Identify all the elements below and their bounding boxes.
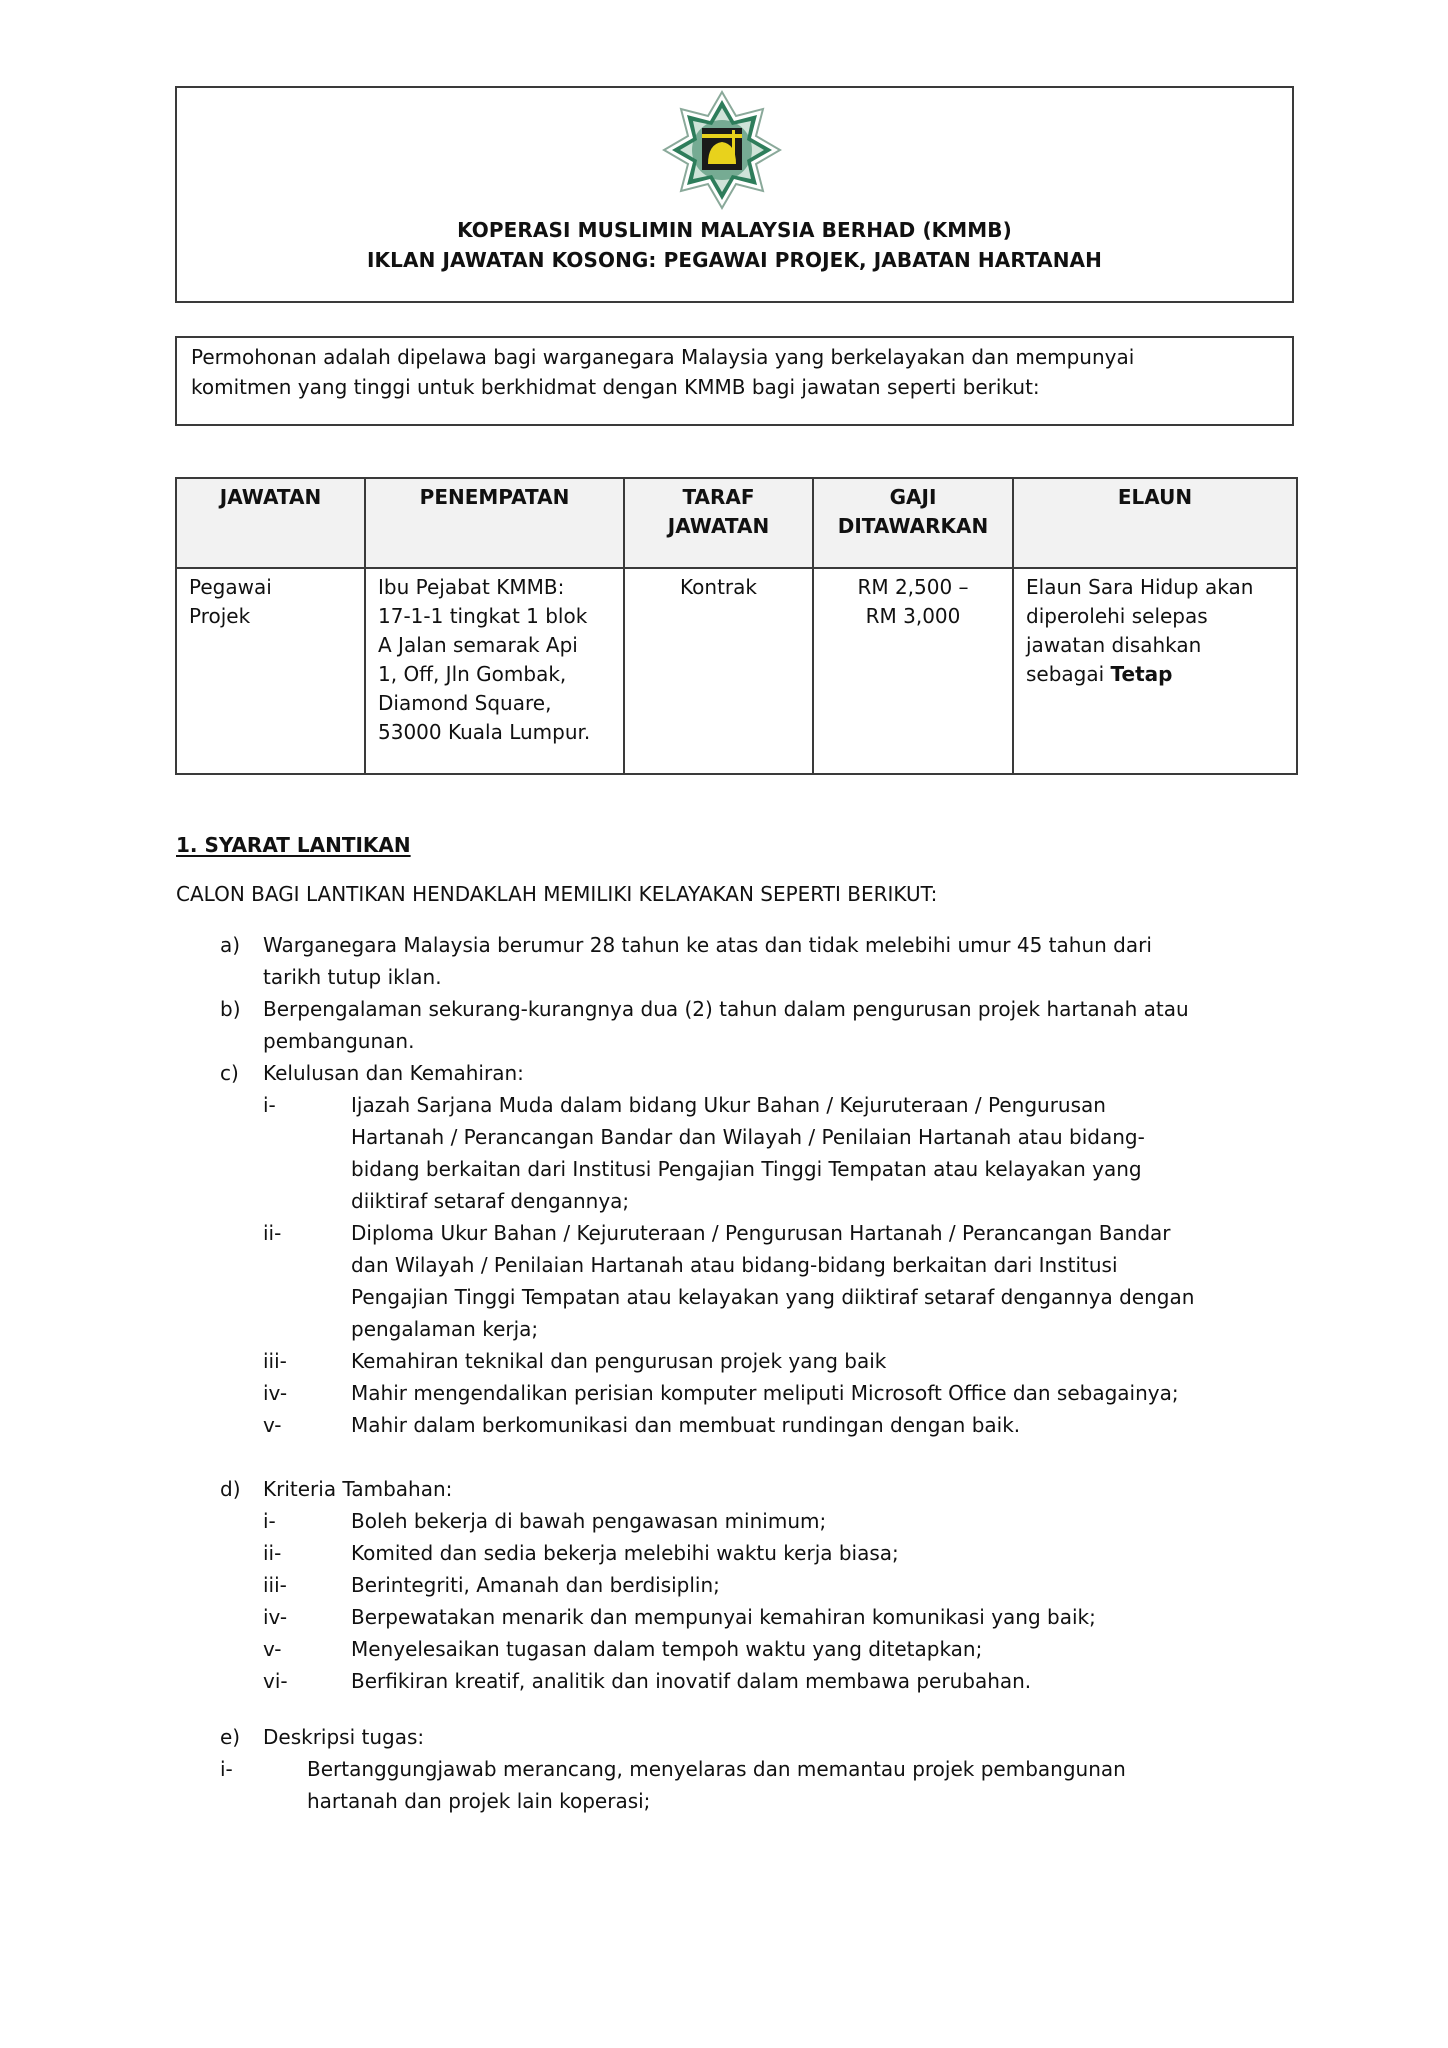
item-label: a) xyxy=(220,933,241,957)
list-item-text: Kelulusan dan Kemahiran: xyxy=(263,1061,524,1085)
sub-item-label: iii- xyxy=(263,1573,287,1597)
sub-item-text: diiktiraf setaraf dengannya; xyxy=(351,1189,630,1213)
item-label: c) xyxy=(220,1061,239,1085)
header-jawatan: JAWATAN xyxy=(176,478,365,568)
sub-item-text: Berfikiran kreatif, analitik dan inovatif dalam membawa perubahan. xyxy=(351,1669,1032,1693)
job-table xyxy=(175,477,1298,775)
sub-item-text: Diploma Ukur Bahan / Kejuruteraan / Pengurusan Hartanah / Perancangan Bandar xyxy=(351,1221,1171,1245)
sub-item-label: v- xyxy=(263,1637,282,1661)
sub-item-text: Ijazah Sarjana Muda dalam bidang Ukur Bahan / Kejuruteraan / Pengurusan xyxy=(351,1093,1106,1117)
intro-line: komitmen yang tinggi untuk berkhidmat dengan KMMB bagi jawatan seperti berikut: xyxy=(191,375,1040,399)
sub-item-text: bidang berkaitan dari Institusi Pengajian Tinggi Tempatan atau kelayakan yang xyxy=(351,1157,1142,1181)
organization-title: KOPERASI MUSLIMIN MALAYSIA BERHAD (KMMB) xyxy=(457,218,1012,242)
sub-item-text: Boleh bekerja di bawah pengawasan minimum; xyxy=(351,1509,827,1533)
cell-gaji: RM 2,500 – RM 3,000 xyxy=(813,568,1013,774)
sub-item-label: iv- xyxy=(263,1605,288,1629)
sub-item-label: iv- xyxy=(263,1381,288,1405)
sub-item-label: i- xyxy=(220,1757,233,1781)
list-item-text: Warganegara Malaysia berumur 28 tahun ke atas dan tidak melebihi umur 45 tahun dari xyxy=(263,933,1152,957)
sub-item-label: ii- xyxy=(263,1221,282,1245)
list-item-text: Berpengalaman sekurang-kurangnya dua (2) tahun dalam pengurusan projek hartanah atau xyxy=(263,997,1189,1021)
sub-item-text: Mahir mengendalikan perisian komputer meliputi Microsoft Office dan sebagainya; xyxy=(351,1381,1179,1405)
section-intro: CALON BAGI LANTIKAN HENDAKLAH MEMILIKI KELAYAKAN SEPERTI BERIKUT: xyxy=(176,882,938,906)
sub-item-text: Komited dan sedia bekerja melebihi waktu kerja biasa; xyxy=(351,1541,899,1565)
status-tetap: Tetap xyxy=(1110,662,1173,686)
sub-item-text: dan Wilayah / Penilaian Hartanah atau bidang-bidang berkaitan dari Institusi xyxy=(351,1253,1118,1277)
vacancy-title: IKLAN JAWATAN KOSONG: PEGAWAI PROJEK, JABATAN HARTANAH xyxy=(367,248,1102,272)
list-item-text: tarikh tutup iklan. xyxy=(263,965,442,989)
table-row xyxy=(176,568,1297,774)
cell-elaun: Elaun Sara Hidup akan diperolehi selepas jawatan disahkan sebagai Tetap xyxy=(1013,568,1297,774)
intro-line: Permohonan adalah dipelawa bagi warganegara Malaysia yang berkelayakan dan mempunyai xyxy=(191,345,1135,369)
sub-item-label: v- xyxy=(263,1413,282,1437)
sub-item-text: Pengajian Tinggi Tempatan atau kelayakan yang diiktiraf setaraf dengannya dengan xyxy=(351,1285,1195,1309)
list-item-text: Kriteria Tambahan: xyxy=(263,1477,453,1501)
header-penempatan: PENEMPATAN xyxy=(365,478,624,568)
sub-item-label: vi- xyxy=(263,1669,288,1693)
sub-item-text: pengalaman kerja; xyxy=(351,1317,539,1341)
cell-taraf: Kontrak xyxy=(624,568,813,774)
header-box xyxy=(175,86,1294,303)
sub-item-text: Berpewatakan menarik dan mempunyai kemahiran komunikasi yang baik; xyxy=(351,1605,1096,1629)
sub-item-label: iii- xyxy=(263,1349,287,1373)
cell-jawatan: Pegawai Projek xyxy=(176,568,365,774)
sub-item-text: Bertanggungjawab merancang, menyelaras dan memantau projek pembangunan xyxy=(307,1757,1126,1781)
sub-item-text: Menyelesaikan tugasan dalam tempoh waktu yang ditetapkan; xyxy=(351,1637,983,1661)
sub-item-text: Mahir dalam berkomunikasi dan membuat rundingan dengan baik. xyxy=(351,1413,1021,1437)
sub-item-label: i- xyxy=(263,1509,276,1533)
cell-penempatan: Ibu Pejabat KMMB: 17-1-1 tingkat 1 blok A Jalan semarak Api 1, Off, Jln Gombak, Diamond Square, 53000 Kuala Lumpur. xyxy=(365,568,624,774)
list-item-text: Deskripsi tugas: xyxy=(263,1725,425,1749)
header-taraf-jawatan: TARAF JAWATAN xyxy=(624,478,813,568)
sub-item-text: Hartanah / Perancangan Bandar dan Wilayah / Penilaian Hartanah atau bidang- xyxy=(351,1125,1145,1149)
sub-item-text: Berintegriti, Amanah dan berdisiplin; xyxy=(351,1573,720,1597)
sub-item-text: Kemahiran teknikal dan pengurusan projek yang baik xyxy=(351,1349,887,1373)
intro-box xyxy=(175,336,1294,426)
sub-item-label: ii- xyxy=(263,1541,282,1565)
sub-item-label: i- xyxy=(263,1093,276,1117)
intro-paragraph xyxy=(191,342,1271,402)
item-label: b) xyxy=(220,997,241,1021)
header-gaji-ditawarkan: GAJI DITAWARKAN xyxy=(813,478,1013,568)
table-header-row xyxy=(176,478,1297,568)
item-label: d) xyxy=(220,1477,241,1501)
kmmb-logo-icon xyxy=(642,90,802,210)
list-item-text: pembangunan. xyxy=(263,1029,415,1053)
header-elaun: ELAUN xyxy=(1013,478,1297,568)
sub-item-text: hartanah dan projek lain koperasi; xyxy=(307,1789,651,1813)
item-label: e) xyxy=(220,1725,241,1749)
section-title: 1. SYARAT LANTIKAN xyxy=(176,833,411,857)
